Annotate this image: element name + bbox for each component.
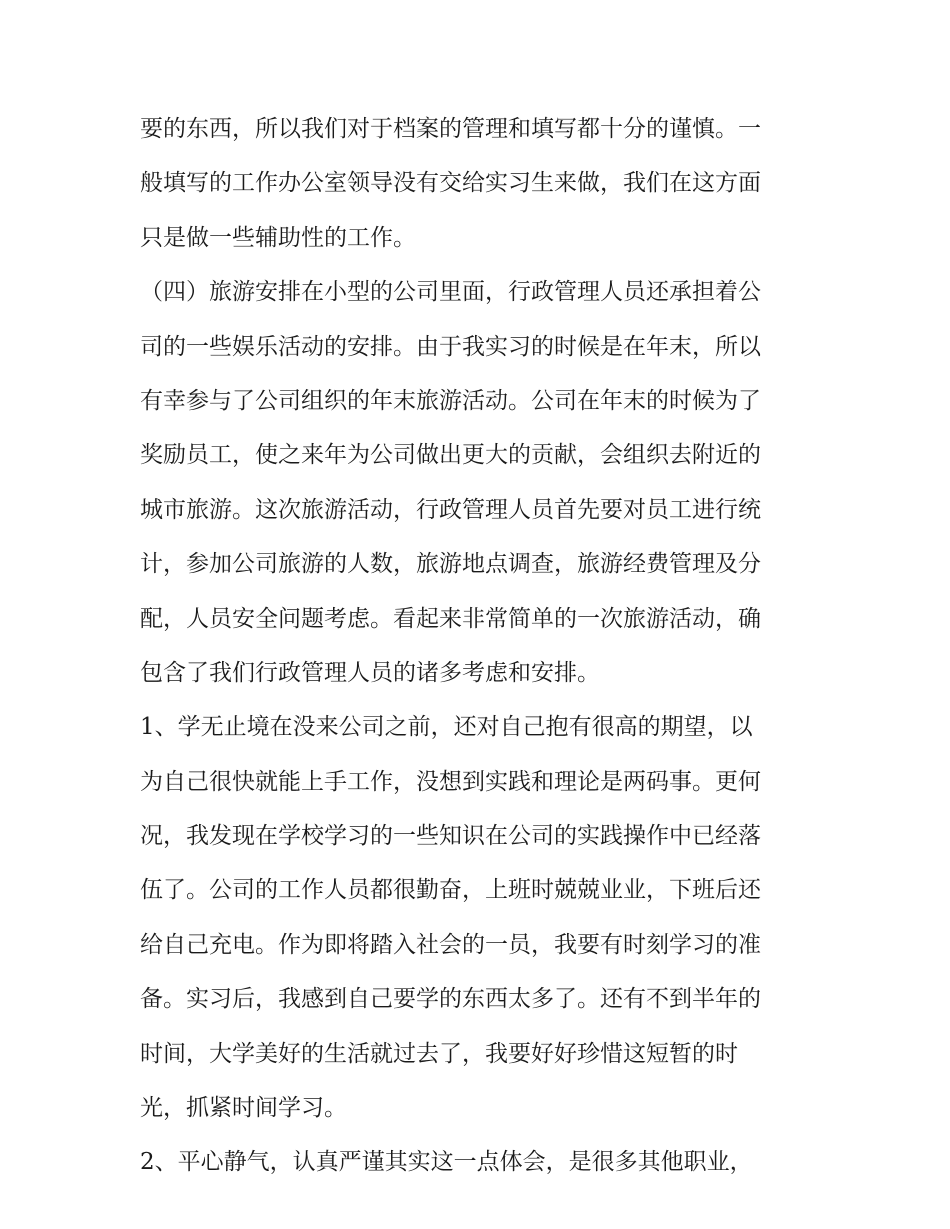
text-line: 司的一些娱乐活动的安排。由于我实习的时候是在年末，所以 xyxy=(140,333,761,360)
text-line: 计，参加公司旅游的人数，旅游地点调查，旅游经费管理及分 xyxy=(140,551,761,578)
document-body xyxy=(140,102,815,1190)
text-line: 配，人员安全问题考虑。看起来非常简单的一次旅游活动，确 xyxy=(140,605,761,632)
text-line: 有幸参与了公司组织的年末旅游活动。公司在年末的时候为了 xyxy=(140,387,761,414)
text-line: 时间，大学美好的生活就过去了，我要好好珍惜这短暂的时 xyxy=(140,1040,738,1067)
paragraph-calm-rigor xyxy=(140,1135,815,1189)
paragraph-archive-management xyxy=(140,102,815,265)
text-line: 为自己很快就能上手工作，没想到实践和理论是两码事。更何 xyxy=(140,768,761,795)
text-line: 奖励员工，使之来年为公司做出更大的贡献，会组织去附近的 xyxy=(140,442,761,469)
text-line: 要的东西，所以我们对于档案的管理和填写都十分的谨慎。一 xyxy=(140,116,761,142)
text-line: 只是做一些辅助性的工作。 xyxy=(140,224,416,251)
text-line: 2、平心静气，认真严谨其实这一点体会，是很多其他职业， xyxy=(140,1149,753,1176)
text-line: 光，抓紧时间学习。 xyxy=(140,1095,347,1122)
text-line: 1、学无止境在没来公司之前，还对自己抱有很高的期望，以 xyxy=(140,714,753,741)
text-line: 伍了。公司的工作人员都很勤奋，上班时兢兢业业，下班后还 xyxy=(140,877,761,904)
text-line: 般填写的工作办公室领导没有交给实习生来做，我们在这方面 xyxy=(140,170,761,197)
text-line: 给自己充电。作为即将踏入社会的一员，我要有时刻学习的准 xyxy=(140,931,761,958)
text-line: 包含了我们行政管理人员的诸多考虑和安排。 xyxy=(140,659,600,686)
text-line: （四）旅游安排在小型的公司里面，行政管理人员还承担着公 xyxy=(140,279,761,306)
paragraph-endless-learning xyxy=(140,700,815,1135)
text-line: 况，我发现在学校学习的一些知识在公司的实践操作中已经落 xyxy=(140,823,761,850)
text-line: 城市旅游。这次旅游活动，行政管理人员首先要对员工进行统 xyxy=(140,496,761,523)
text-line: 备。实习后，我感到自己要学的东西太多了。还有不到半年的 xyxy=(140,986,761,1013)
paragraph-travel-arrangement xyxy=(140,265,815,700)
